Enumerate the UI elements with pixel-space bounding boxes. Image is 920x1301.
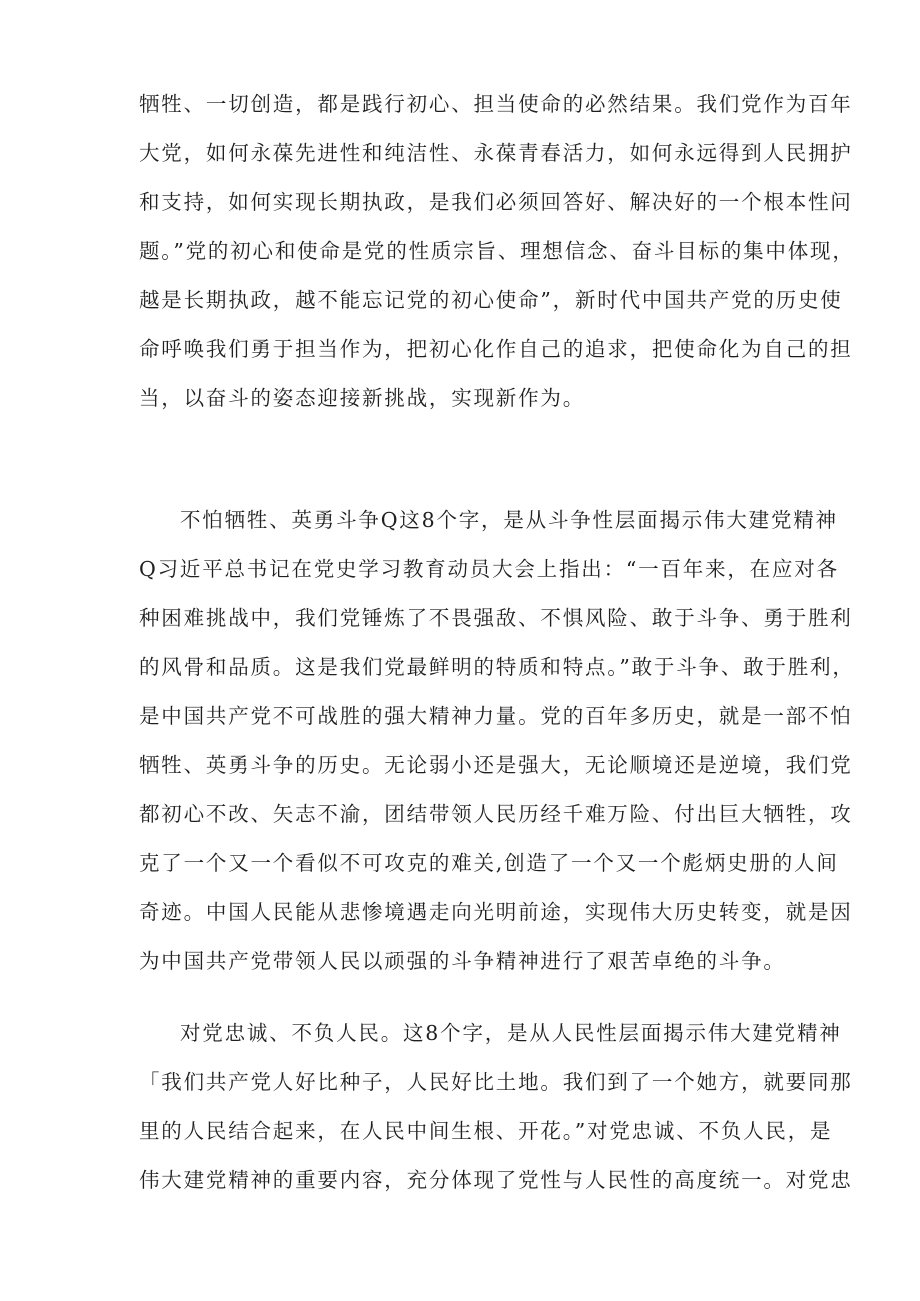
- paragraph-line: 题。”党的初心和使命是党的性质宗旨、理想信念、奋斗目标的集中体现，: [139, 239, 855, 263]
- paragraph-line: Q习近平总书记在党史学习教育动员大会上指出：“一百年来，在应对各: [139, 557, 839, 581]
- paragraph-line: 克了一个又一个看似不可攻克的难关,创造了一个又一个彪炳史册的人间: [139, 851, 839, 875]
- paragraph-first-line: 对党忠诚、不负人民。这8个字，是从人民性层面揭示伟大建党精神: [180, 1021, 842, 1045]
- paragraph-line: 牺牲、英勇斗争的历史。无论弱小还是强大，无论顺境还是逆境，我们党: [139, 753, 853, 777]
- paragraph-first-line: 不怕牺牲、英勇斗争Q这8个字，是从斗争性层面揭示伟大建党精神: [180, 508, 838, 532]
- paragraph-line: 种困难挑战中，我们党锤炼了不畏强敌、不惧风险、敢于斗争、勇于胜利: [139, 606, 853, 630]
- paragraph-line: 牺牲、一切创造，都是践行初心、担当使命的必然结果。我们党作为百年: [139, 92, 853, 116]
- paragraph-line: 命呼唤我们勇于担当作为，把初心化作自己的追求，把使命化为自己的担: [139, 337, 853, 361]
- paragraph-line: 是中国共产党不可战胜的强大精神力量。党的百年多历史，就是一部不怕: [139, 704, 853, 728]
- paragraph-line: 为中国共产党带领人民以顽强的斗争精神进行了艰苦卓绝的斗争。: [139, 949, 786, 973]
- paragraph-line: 和支持，如何实现长期执政，是我们必须回答好、解决好的一个根本性问: [139, 190, 853, 214]
- paragraph-line: 当，以奋斗的姿态迎接新挑战，实现新作为。: [139, 386, 585, 410]
- paragraph-line: 里的人民结合起来，在人民中间生根、开花。”对党忠诚、不负人民，是: [139, 1119, 833, 1143]
- paragraph-line: 都初心不改、矢志不渝，团结带领人民历经千难万险、付出巨大牺牲，攻: [139, 802, 853, 826]
- paragraph-line: 伟大建党精神的重要内容，充分体现了党性与人民性的高度统一。对党忠: [139, 1168, 853, 1192]
- paragraph-line: 大党，如何永葆先进性和纯洁性、永葆青春活力，如何永远得到人民拥护: [139, 141, 853, 165]
- paragraph-line: 奇迹。中国人民能从悲惨境遇走向光明前途，实现伟大历史转变，就是因: [139, 900, 853, 924]
- paragraph-line: 的风骨和品质。这是我们党最鲜明的特质和特点。”敢于斗争、敢于胜利，: [139, 655, 855, 679]
- paragraph-line: 越是长期执政，越不能忘记党的初心使命”，新时代中国共产党的历史使: [139, 288, 843, 312]
- paragraph-line: 「我们共产党人好比种子，人民好比土地。我们到了一个她方，就要同那: [139, 1070, 853, 1094]
